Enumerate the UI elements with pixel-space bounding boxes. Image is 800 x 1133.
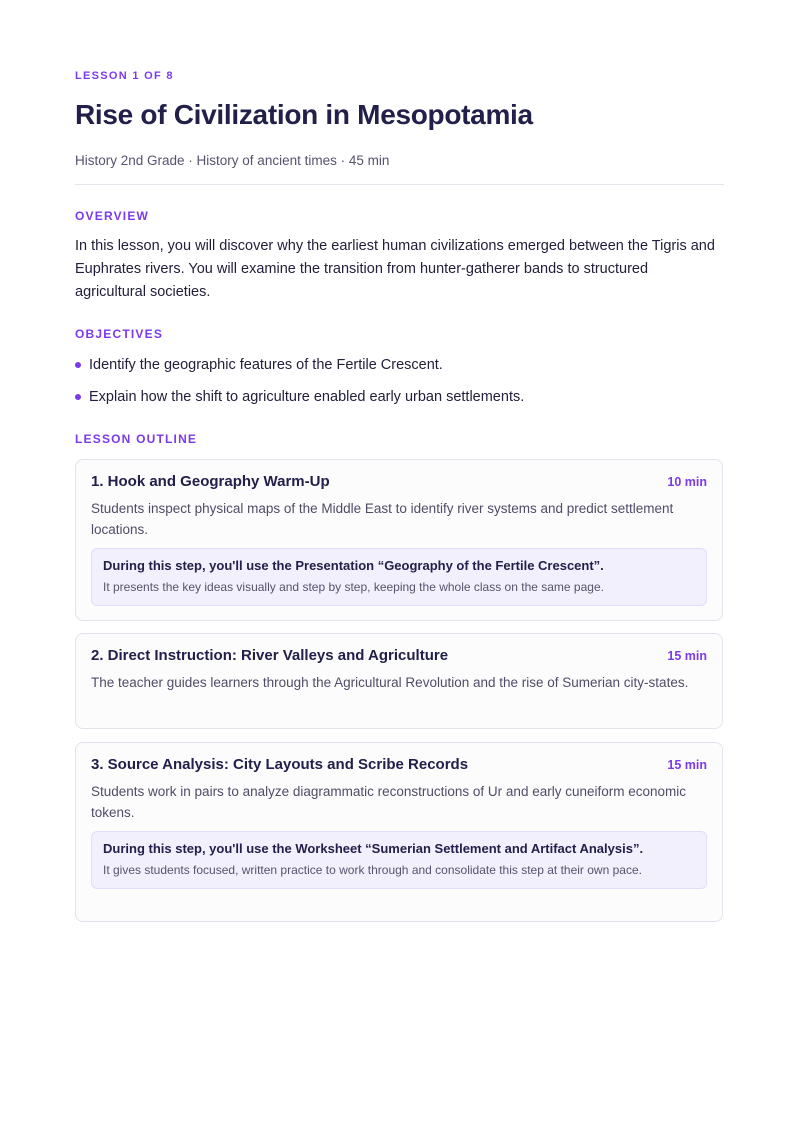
page-title: Rise of Civilization in Mesopotamia (75, 99, 533, 130)
resource-title: During this step, you'll use the Presentation “Geography of the Fertile Crescent”. (103, 558, 604, 573)
resource-description: It presents the key ideas visually and step by step, keeping the whole class on the same page. (103, 580, 604, 594)
objectives-heading: OBJECTIVES (75, 327, 164, 341)
resource-title: During this step, you'll use the Worksheet “Sumerian Settlement and Artifact Analysis”. (103, 841, 644, 856)
step-description: Students work in pairs to analyze diagrammatic reconstructions of Ur and early cuneiform economic tokens. (91, 784, 687, 820)
objective-item (75, 386, 715, 408)
outline-step-1 (75, 459, 723, 621)
bullet-icon (75, 362, 81, 368)
step-title: 3. Source Analysis: City Layouts and Scribe Records (91, 756, 469, 773)
objectives-list (75, 354, 715, 418)
bullet-icon (75, 394, 81, 400)
step-duration: 10 min (667, 475, 707, 489)
outline-heading: LESSON OUTLINE (75, 432, 198, 446)
objective-text: Explain how the shift to agriculture enabled early urban settlements. (89, 389, 525, 405)
step-description: Students inspect physical maps of the Middle East to identify river systems and predict settlement locations. (91, 501, 674, 537)
lesson-counter: LESSON 1 OF 8 (75, 70, 174, 82)
step-resource-callout (91, 831, 707, 889)
step-title: 2. Direct Instruction: River Valleys and Agriculture (91, 647, 449, 664)
header-divider (75, 184, 724, 185)
objective-text: Identify the geographic features of the Fertile Crescent. (89, 357, 443, 373)
outline-step-3 (75, 742, 723, 922)
resource-description: It gives students focused, written practice to work through and consolidate this step at their own pace. (103, 863, 642, 877)
objective-item (75, 354, 715, 376)
outline-step-2 (75, 633, 723, 729)
lesson-meta: History 2nd Grade · History of ancient times · 45 min (75, 153, 390, 168)
step-resource-callout (91, 548, 707, 606)
step-title: 1. Hook and Geography Warm-Up (91, 473, 330, 490)
overview-text: In this lesson, you will discover why the earliest human civilizations emerged between the Tigris and Euphrates rivers. You will examine the transition from hunter-gatherer bands to structured agricultural societies. (75, 238, 715, 300)
step-duration: 15 min (667, 649, 707, 663)
step-duration: 15 min (667, 758, 707, 772)
overview-heading: OVERVIEW (75, 209, 150, 223)
step-description: The teacher guides learners through the Agricultural Revolution and the rise of Sumerian city-states. (91, 675, 689, 690)
